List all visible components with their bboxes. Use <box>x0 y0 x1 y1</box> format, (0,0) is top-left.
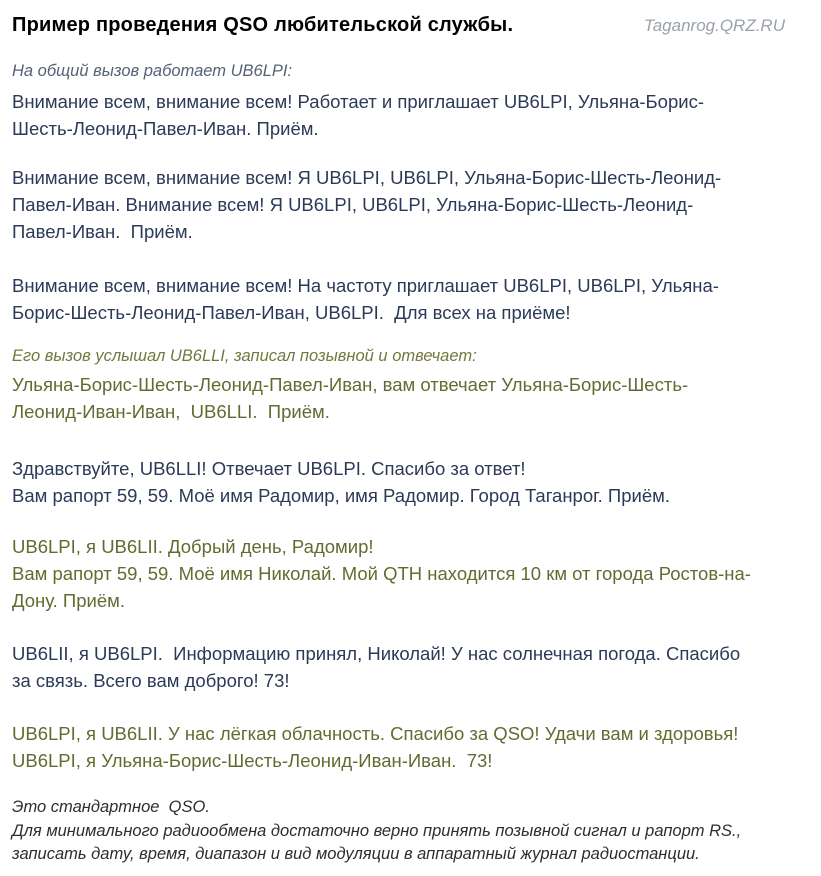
text-line: за связь. Всего вам доброго! 73! <box>12 670 290 691</box>
text-line: Внимание всем, внимание всем! Я UB6LPI, UB6LPI, Ульяна-Борис-Шесть-Леонид- <box>12 167 722 188</box>
qso-paragraph-response-1 <box>12 371 805 425</box>
site-watermark: Taganrog.QRZ.RU <box>643 16 785 35</box>
qso-paragraph-ub6lii-farewell <box>12 720 805 774</box>
text-line: Внимание всем, внимание всем! Работает и приглашает UB6LPI, Ульяна-Борис- <box>12 91 704 112</box>
text-line: Вам рапорт 59, 59. Моё имя Радомир, имя Радомир. Город Таганрог. Приём. <box>12 485 670 506</box>
text-line: записать дату, время, диапазон и вид модуляции в аппаратный журнал радиостанции. <box>12 845 700 863</box>
text-line: UB6LPI, я UB6LII. Добрый день, Радомир! <box>12 536 374 557</box>
note-caller-intro <box>12 61 805 81</box>
page-header <box>12 14 805 37</box>
text-line: Павел-Иван. Приём. <box>12 221 193 242</box>
page-title: Пример проведения QSO любительской службы. <box>12 14 514 36</box>
text-line: Его вызов услышал UB6LLI, записал позывной и отвечает: <box>12 347 477 365</box>
qso-paragraph-cq-call-1 <box>12 88 805 142</box>
text-line: UB6LPI, я UB6LII. У нас лёгкая облачность. Спасибо за QSO! Удачи вам и здоровья! <box>12 723 739 744</box>
text-line: Шесть-Леонид-Павел-Иван. Приём. <box>12 118 319 139</box>
text-line: UB6LPI, я Ульяна-Борис-Шесть-Леонид-Иван-Иван. 73! <box>12 750 493 771</box>
note-responder-intro <box>12 346 805 366</box>
text-line: Здравствуйте, UB6LLI! Отвечает UB6LPI. Спасибо за ответ! <box>12 458 526 479</box>
text-line: Леонид-Иван-Иван, UB6LLI. Приём. <box>12 401 330 422</box>
qso-paragraph-cq-call-3 <box>12 272 805 326</box>
text-line: Это стандартное QSO. <box>12 798 210 816</box>
qso-paragraph-ub6lpi-farewell <box>12 640 805 694</box>
text-line: Ульяна-Борис-Шесть-Леонид-Павел-Иван, вам отвечает Ульяна-Борис-Шесть- <box>12 374 689 395</box>
text-line: На общий вызов работает UB6LPI: <box>12 62 293 80</box>
text-line: Вам рапорт 59, 59. Моё имя Николай. Мой QTH находится 10 км от города Ростов-на- <box>12 563 751 584</box>
text-line: Дону. Приём. <box>12 590 125 611</box>
qso-paragraph-ub6lii-report <box>12 533 805 614</box>
footer-note-standard-qso <box>12 796 805 867</box>
text-line: Для минимального радиообмена достаточно верно принять позывной сигнал и рапорт RS., <box>12 821 742 840</box>
text-line: Борис-Шесть-Леонид-Павел-Иван, UB6LPI. Для всех на приёме! <box>12 302 571 323</box>
qso-paragraph-ub6lpi-report <box>12 455 805 509</box>
text-line: Павел-Иван. Внимание всем! Я UB6LPI, UB6LPI, Ульяна-Борис-Шесть-Леонид- <box>12 194 694 215</box>
qso-paragraph-cq-call-2 <box>12 164 805 245</box>
text-line: Внимание всем, внимание всем! На частоту приглашает UB6LPI, UB6LPI, Ульяна- <box>12 275 719 296</box>
text-line: UB6LII, я UB6LPI. Информацию принял, Николай! У нас солнечная погода. Спасибо <box>12 643 741 664</box>
